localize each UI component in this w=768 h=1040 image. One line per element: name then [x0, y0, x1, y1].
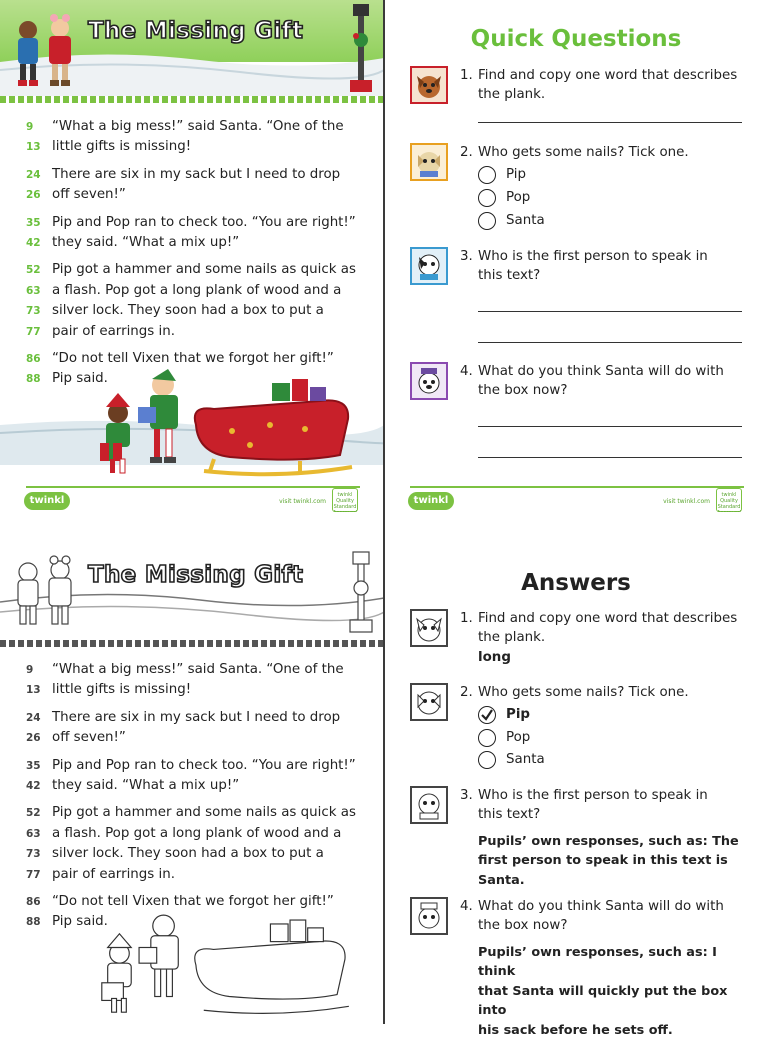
question-number: 3. [460, 788, 473, 803]
title-banner [0, 512, 384, 642]
question-text [478, 66, 750, 105]
story-line: pair of earrings in. [52, 323, 175, 339]
question-number: 1. [460, 68, 473, 83]
quality-badge: twinkl Quality Standard [332, 488, 358, 512]
story-paragraph [26, 803, 376, 885]
twinkl-logo: twinkl [24, 492, 70, 510]
worksheet-title: The Missing Gift [88, 18, 304, 44]
answer-line-text: first person to speak in this text is [478, 853, 728, 869]
option-pop[interactable] [478, 188, 530, 207]
answer-line-text: his sack before he sets off. [478, 1022, 673, 1038]
word-count: 86 [26, 896, 41, 909]
option-label: Pop [506, 190, 531, 205]
story-paragraph [26, 117, 376, 158]
answer-line-text: that Santa will quickly put the box into [478, 983, 728, 1019]
dog-outline-icon [410, 609, 448, 647]
option-label: Santa [506, 752, 545, 767]
word-count: 42 [26, 237, 41, 250]
story-paragraph [26, 165, 376, 206]
dog-scarf-icon [410, 247, 448, 285]
story-line: little gifts is missing! [52, 139, 192, 155]
question-line: What do you think Santa will do with [478, 364, 724, 379]
story-paragraph [26, 349, 376, 390]
question-line: the plank. [478, 87, 546, 103]
question-text [478, 897, 750, 936]
answer-line[interactable] [478, 457, 742, 458]
word-count: 73 [26, 848, 41, 861]
question-number: 2. [460, 685, 473, 700]
story-line: “What a big mess!” said Santa. “One of the [52, 119, 344, 134]
question-line: this text? [478, 807, 541, 823]
story-line: off seven!” [52, 187, 126, 203]
worksheet-title: The Missing Gift [88, 562, 304, 588]
question-number: 1. [460, 611, 473, 626]
word-count: 63 [26, 284, 41, 297]
visit-link[interactable]: visit twinkl.com [663, 498, 710, 505]
story-line: There are six in my sack but I need to drop [52, 709, 341, 725]
question-line: the box now? [478, 918, 568, 934]
word-count: 52 [26, 807, 41, 820]
story-line: Pip got a hammer and some nails as quick as [52, 262, 356, 278]
answer-text: long [478, 649, 511, 665]
question-number: 4. [460, 899, 473, 914]
question-text [478, 247, 750, 286]
dotted-divider [0, 96, 384, 103]
polar-bear-outline-icon [410, 897, 448, 935]
question-text [478, 786, 750, 825]
story-page-colour [0, 0, 384, 512]
elves-sleigh-outline [0, 922, 384, 1022]
story-line: Pip and Pop ran to check too. “You are right!” [52, 757, 356, 773]
page-divider [383, 0, 385, 1024]
footer-rule [26, 486, 360, 488]
option-santa[interactable] [478, 211, 545, 230]
story-line: Pip said. [52, 371, 108, 387]
word-count: 24 [26, 711, 41, 724]
option-label: Pip [506, 167, 527, 182]
question-number: 4. [460, 364, 473, 379]
answer-line[interactable] [478, 311, 742, 312]
story-line: silver lock. They soon had a box to put a [52, 303, 324, 319]
word-count: 24 [26, 168, 41, 181]
lamp-post-outline [350, 552, 372, 632]
option-label: Santa [506, 213, 545, 228]
answers-heading: Answers [521, 570, 631, 596]
questions-page [384, 0, 768, 512]
story-line: pair of earrings in. [52, 866, 175, 882]
story-line: “Do not tell Vixen that we forgot her gift!” [52, 351, 334, 367]
check-icon[interactable] [478, 706, 496, 724]
option-pip[interactable] [478, 165, 526, 184]
story-paragraph [26, 213, 376, 254]
answers-page [384, 512, 768, 1038]
answer-line-text: Santa. [478, 872, 525, 888]
story-line: “What a big mess!” said Santa. “One of the [52, 662, 344, 677]
answer-line-text: Pupils’ own responses, such as: I think [478, 945, 717, 980]
story-line: “Do not tell Vixen that we forgot her gift!” [52, 894, 334, 910]
word-count: 35 [26, 216, 41, 229]
question-line: Who is the first person to speak in [478, 249, 708, 264]
option-pip-correct[interactable] [478, 705, 530, 724]
word-count: 9 [26, 121, 34, 133]
answer-line-text: Pupils’ own responses, such as: The [478, 834, 739, 849]
polar-bear-icon [410, 362, 448, 400]
answer-text [478, 943, 750, 1040]
answer-line[interactable] [478, 122, 742, 123]
story-line: little gifts is missing! [52, 682, 192, 698]
question-text: Who gets some nails? Tick one. [478, 685, 689, 700]
answer-text [478, 832, 750, 890]
radio-circle[interactable] [478, 729, 496, 747]
story-page-bw [0, 512, 384, 1024]
questions-heading: Quick Questions [470, 26, 682, 52]
option-label: Pop [506, 730, 531, 745]
question-line: Find and copy one word that describes [478, 68, 738, 83]
radio-circle[interactable] [478, 166, 496, 184]
title-banner [0, 0, 384, 100]
page-footer [384, 486, 768, 512]
question-text [478, 609, 750, 667]
word-count: 88 [26, 373, 41, 386]
story-line: a flash. Pop got a long plank of wood and a [52, 825, 342, 841]
question-line: Find and copy one word that describes [478, 611, 738, 626]
story-line: Pip said. [52, 914, 108, 930]
word-count: 88 [26, 916, 41, 929]
radio-circle[interactable] [478, 751, 496, 769]
question-line: the plank. [478, 630, 546, 646]
quality-badge: twinkl Quality Standard [716, 488, 742, 512]
radio-circle[interactable] [478, 189, 496, 207]
option-pop[interactable] [478, 728, 530, 747]
answer-line[interactable] [478, 342, 742, 343]
story-line: Pip got a hammer and some nails as quick as [52, 805, 356, 821]
word-count: 73 [26, 305, 41, 318]
word-count: 77 [26, 325, 41, 338]
question-line: What do you think Santa will do with [478, 899, 724, 914]
story-line: off seven!” [52, 730, 126, 746]
question-number: 2. [460, 145, 473, 160]
answer-line[interactable] [478, 426, 742, 427]
word-count: 35 [26, 759, 41, 772]
word-count: 13 [26, 684, 41, 697]
word-count: 52 [26, 264, 41, 277]
banner-background [0, 0, 384, 100]
question-line: this text? [478, 268, 541, 284]
story-text [26, 660, 376, 940]
story-line: they said. “What a mix up!” [52, 778, 240, 794]
story-paragraph [26, 660, 376, 701]
word-count: 26 [26, 732, 41, 745]
puppy-outline-icon [410, 683, 448, 721]
question-line: the box now? [478, 383, 568, 399]
twinkl-logo: twinkl [408, 492, 454, 510]
story-line: Pip and Pop ran to check too. “You are right!” [52, 214, 356, 230]
word-count: 63 [26, 827, 41, 840]
story-line: they said. “What a mix up!” [52, 235, 240, 251]
question-line: Who is the first person to speak in [478, 788, 708, 803]
story-text [26, 117, 376, 397]
question-number: 3. [460, 249, 473, 264]
word-count: 26 [26, 189, 41, 202]
footer-rule [410, 486, 744, 488]
question-text: Who gets some nails? Tick one. [478, 145, 689, 160]
radio-circle[interactable] [478, 212, 496, 230]
word-count: 42 [26, 780, 41, 793]
children-outline [18, 556, 71, 624]
visit-link[interactable]: visit twinkl.com [279, 498, 326, 505]
word-count: 13 [26, 141, 41, 154]
word-count: 9 [26, 664, 34, 676]
question-text [478, 362, 750, 401]
option-label: Pip [506, 707, 530, 722]
word-count: 77 [26, 868, 41, 881]
page-footer [0, 486, 384, 512]
word-count: 86 [26, 353, 41, 366]
dotted-divider [0, 640, 384, 647]
elves-sleigh-illustration [0, 385, 384, 485]
story-line: There are six in my sack but I need to drop [52, 166, 341, 182]
option-santa[interactable] [478, 750, 545, 769]
dog-scarf-outline-icon [410, 786, 448, 824]
story-line: silver lock. They soon had a box to put a [52, 846, 324, 862]
story-paragraph [26, 708, 376, 749]
story-line: a flash. Pop got a long plank of wood and a [52, 282, 342, 298]
puppy-icon [410, 143, 448, 181]
story-paragraph [26, 756, 376, 797]
dog-icon [410, 66, 448, 104]
story-paragraph [26, 260, 376, 342]
